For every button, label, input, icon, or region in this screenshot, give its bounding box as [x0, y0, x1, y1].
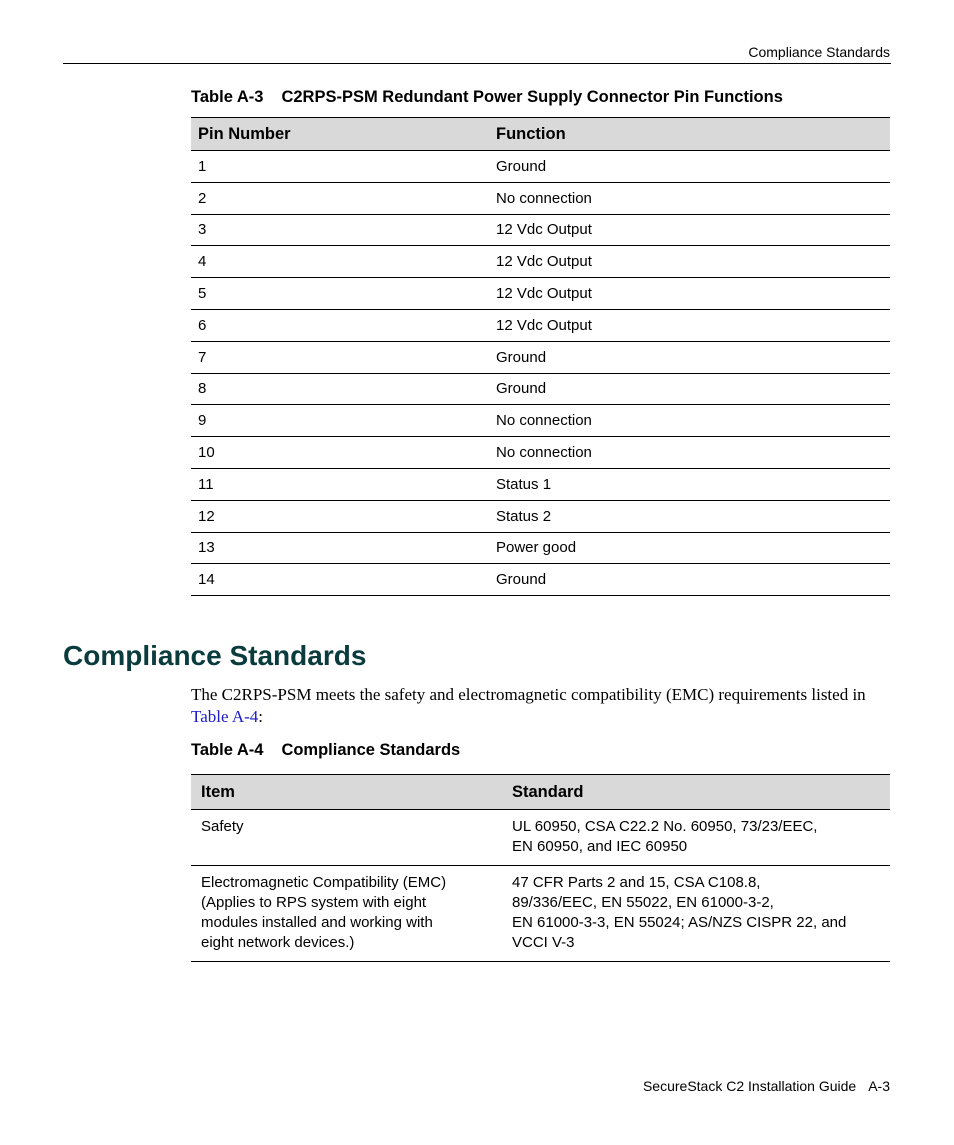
table-row [191, 866, 890, 962]
function-cell: 12 Vdc Output [491, 309, 890, 341]
running-head: Compliance Standards [748, 44, 890, 60]
item-line: (Applies to RPS system with eight [201, 894, 427, 911]
function-cell: Power good [491, 532, 890, 564]
table-row [191, 405, 890, 437]
standard-cell [502, 810, 890, 866]
pin-function-table [191, 117, 890, 596]
function-cell: Status 2 [491, 500, 890, 532]
standard-line: 47 CFR Parts 2 and 15, CSA C108.8, [512, 874, 761, 891]
table-row [191, 373, 890, 405]
page-footer [643, 1078, 890, 1094]
function-cell: Status 1 [491, 468, 890, 500]
table-row [191, 278, 890, 310]
table-row [191, 214, 890, 246]
pin-number-cell: 8 [191, 373, 491, 405]
function-cell: 12 Vdc Output [491, 278, 890, 310]
pin-number-cell: 13 [191, 532, 491, 564]
table-a4-label: Table A-4 [191, 741, 264, 759]
compliance-table-body [191, 810, 890, 962]
table-header-row [191, 118, 890, 151]
function-cell: Ground [491, 341, 890, 373]
table-row [191, 500, 890, 532]
column-header: Standard [502, 775, 890, 810]
function-cell: No connection [491, 182, 890, 214]
table-a3-label: Table A-3 [191, 88, 264, 106]
section-paragraph [191, 684, 891, 728]
standard-line: VCCI V-3 [512, 934, 575, 951]
table-row [191, 437, 890, 469]
column-header: Function [491, 118, 890, 151]
paragraph-text-end: : [258, 707, 263, 726]
pin-number-cell: 11 [191, 468, 491, 500]
standard-line: EN 60950, and IEC 60950 [512, 838, 688, 855]
pin-number-cell: 5 [191, 278, 491, 310]
table-row [191, 246, 890, 278]
function-cell: Ground [491, 151, 890, 183]
footer-doc-title: SecureStack C2 Installation Guide [642, 1078, 857, 1094]
standard-line: UL 60950, CSA C22.2 No. 60950, 73/23/EEC, [512, 818, 818, 835]
function-cell: Ground [491, 373, 890, 405]
pin-number-cell: 3 [191, 214, 491, 246]
pin-number-cell: 4 [191, 246, 491, 278]
header-rule [63, 63, 891, 64]
item-line: Safety [201, 818, 244, 835]
table-row [191, 309, 890, 341]
table-row [191, 151, 890, 183]
standard-line: 89/336/EEC, EN 55022, EN 61000-3-2, [512, 894, 774, 911]
pin-number-cell: 10 [191, 437, 491, 469]
standard-line: EN 61000-3-3, EN 55024; AS/NZS CISPR 22, and [512, 914, 847, 931]
pin-number-cell: 9 [191, 405, 491, 437]
pin-number-cell: 7 [191, 341, 491, 373]
compliance-table [191, 774, 890, 962]
table-row [191, 341, 890, 373]
table-header-row [191, 775, 890, 810]
function-cell: No connection [491, 405, 890, 437]
pin-number-cell: 6 [191, 309, 491, 341]
item-cell [191, 810, 502, 866]
pin-number-cell: 2 [191, 182, 491, 214]
function-cell: No connection [491, 437, 890, 469]
column-header: Pin Number [191, 118, 491, 151]
function-cell: 12 Vdc Output [491, 246, 890, 278]
standard-cell [502, 866, 890, 962]
table-row [191, 182, 890, 214]
pin-number-cell: 14 [191, 564, 491, 596]
table-row [191, 564, 890, 596]
table-a3-title: C2RPS-PSM Redundant Power Supply Connector Pin Functions [281, 88, 783, 106]
item-line: eight network devices.) [201, 934, 355, 951]
page-number: A-3 [868, 1078, 890, 1094]
table-a4-link[interactable]: Table A-4 [191, 707, 259, 726]
table-a3-caption [191, 88, 783, 107]
function-cell: Ground [491, 564, 890, 596]
item-line: modules installed and working with [201, 914, 433, 931]
pin-function-table-body [191, 151, 890, 596]
table-a4-caption [191, 741, 460, 760]
item-line: Electromagnetic Compatibility (EMC) [201, 874, 447, 891]
paragraph-text: The C2RPS-PSM meets the safety and electromagnetic compatibility (EMC) requirements listed in [191, 685, 866, 704]
table-row [191, 468, 890, 500]
table-a4-title: Compliance Standards [281, 741, 461, 759]
table-row [191, 810, 890, 866]
pin-number-cell: 12 [191, 500, 491, 532]
pin-number-cell: 1 [191, 151, 491, 183]
column-header: Item [191, 775, 502, 810]
function-cell: 12 Vdc Output [491, 214, 890, 246]
section-title: Compliance Standards [63, 640, 367, 671]
table-row [191, 532, 890, 564]
item-cell [191, 866, 502, 962]
